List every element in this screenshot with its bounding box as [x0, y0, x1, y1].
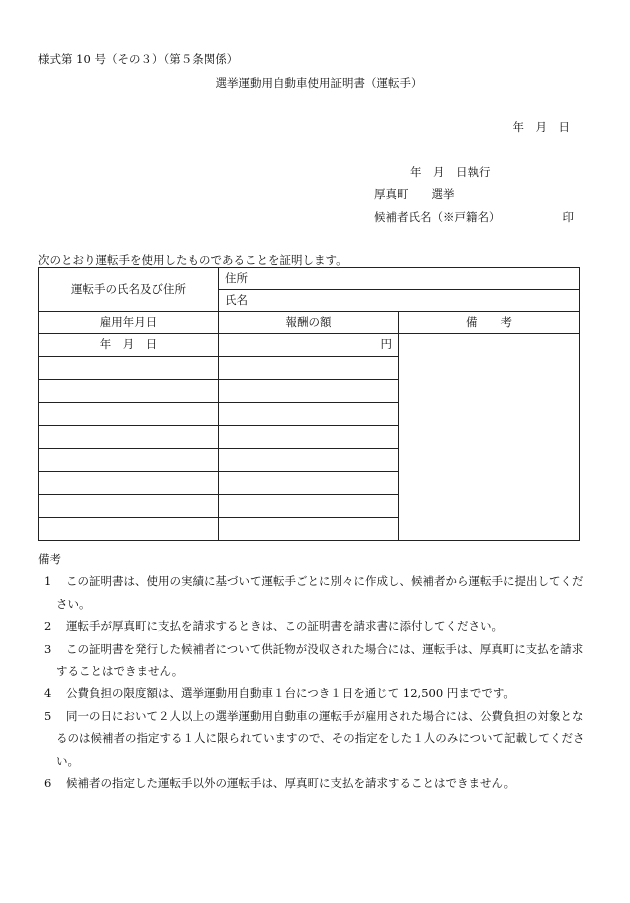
note-item	[38, 570, 588, 615]
note-text: 運転手が厚真町に支払を請求するときは、この証明書を請求書に添付してください。	[66, 619, 503, 634]
remarks-cell[interactable]	[399, 334, 580, 541]
name-field[interactable]: 氏名	[219, 290, 580, 312]
employment-date-cell[interactable]	[39, 380, 219, 403]
note-item	[38, 772, 588, 794]
remuneration-cell[interactable]	[219, 380, 399, 403]
note-text: この証明書を発行した候補者について供託物が没収された場合には、運転手は、厚真町に支払を請求することはできません。	[56, 641, 584, 679]
remuneration-cell[interactable]	[219, 449, 399, 472]
remuneration-cell[interactable]	[219, 426, 399, 449]
col-header-employment-date: 雇用年月日	[39, 312, 219, 334]
issue-date: 年 月 日	[512, 120, 570, 134]
intro-statement: 次のとおり運転手を使用したものであることを証明します。	[38, 253, 348, 267]
remuneration-cell[interactable]	[219, 518, 399, 541]
note-item	[38, 615, 588, 637]
election-exec-date: 年 月 日執行	[410, 165, 491, 179]
remuneration-cell[interactable]	[219, 495, 399, 518]
note-item	[38, 682, 588, 704]
employment-date-cell[interactable]	[39, 472, 219, 495]
col-header-remarks: 備 考	[399, 312, 580, 334]
note-text: この証明書は、使用の実績に基づいて運転手ごとに別々に作成し、候補者から運転手に提出してください。	[56, 574, 584, 611]
employment-date-cell[interactable]	[39, 426, 219, 449]
note-number: 6	[44, 776, 52, 791]
candidate-label: 候補者氏名（※戸籍名）	[374, 210, 501, 224]
note-number: 4	[44, 686, 52, 701]
remuneration-cell[interactable]	[219, 357, 399, 380]
note-number: 3	[44, 641, 52, 656]
employment-date-cell[interactable]	[39, 449, 219, 472]
remuneration-cell[interactable]	[219, 472, 399, 495]
driver-table	[38, 267, 580, 541]
town-election: 厚真町 選挙	[374, 187, 455, 201]
employment-date-cell[interactable]	[39, 403, 219, 426]
seal-mark: 印	[562, 210, 574, 224]
candidate-name-line	[374, 209, 574, 225]
notes-heading: 備考	[38, 552, 61, 566]
employment-date-cell[interactable]	[39, 495, 219, 518]
employment-date-cell[interactable]	[39, 357, 219, 380]
note-number: 2	[44, 619, 52, 634]
note-item	[38, 638, 588, 683]
remuneration-cell[interactable]	[219, 403, 399, 426]
form-number: 様式第 10 号（その３）（第５条関係）	[38, 52, 239, 66]
address-field[interactable]: 住所	[219, 268, 580, 290]
document-title: 選挙運動用自動車使用証明書（運転手）	[215, 76, 423, 90]
note-text: 同一の日において２人以上の選挙運動用自動車の運転手が雇用された場合には、公費負担の対象となるのは候補者の指定する１人に限られていますので、その指定をした１人のみについて記載してください。	[56, 708, 585, 768]
note-text: 公費負担の限度額は、選挙運動用自動車１台につき１日を通じて 12,500 円までです。	[66, 686, 515, 701]
employment-date-cell[interactable]: 年 月 日	[39, 334, 219, 357]
remuneration-cell[interactable]: 円	[219, 334, 399, 357]
note-number: 1	[44, 574, 52, 589]
notes-section	[38, 548, 588, 794]
driver-name-address-label: 運転手の氏名及び住所	[39, 268, 219, 312]
col-header-remuneration: 報酬の額	[219, 312, 399, 334]
note-item	[38, 705, 588, 772]
note-text: 候補者の指定した運転手以外の運転手は、厚真町に支払を請求することはできません。	[66, 776, 516, 791]
employment-date-cell[interactable]	[39, 518, 219, 541]
note-number: 5	[44, 708, 52, 723]
